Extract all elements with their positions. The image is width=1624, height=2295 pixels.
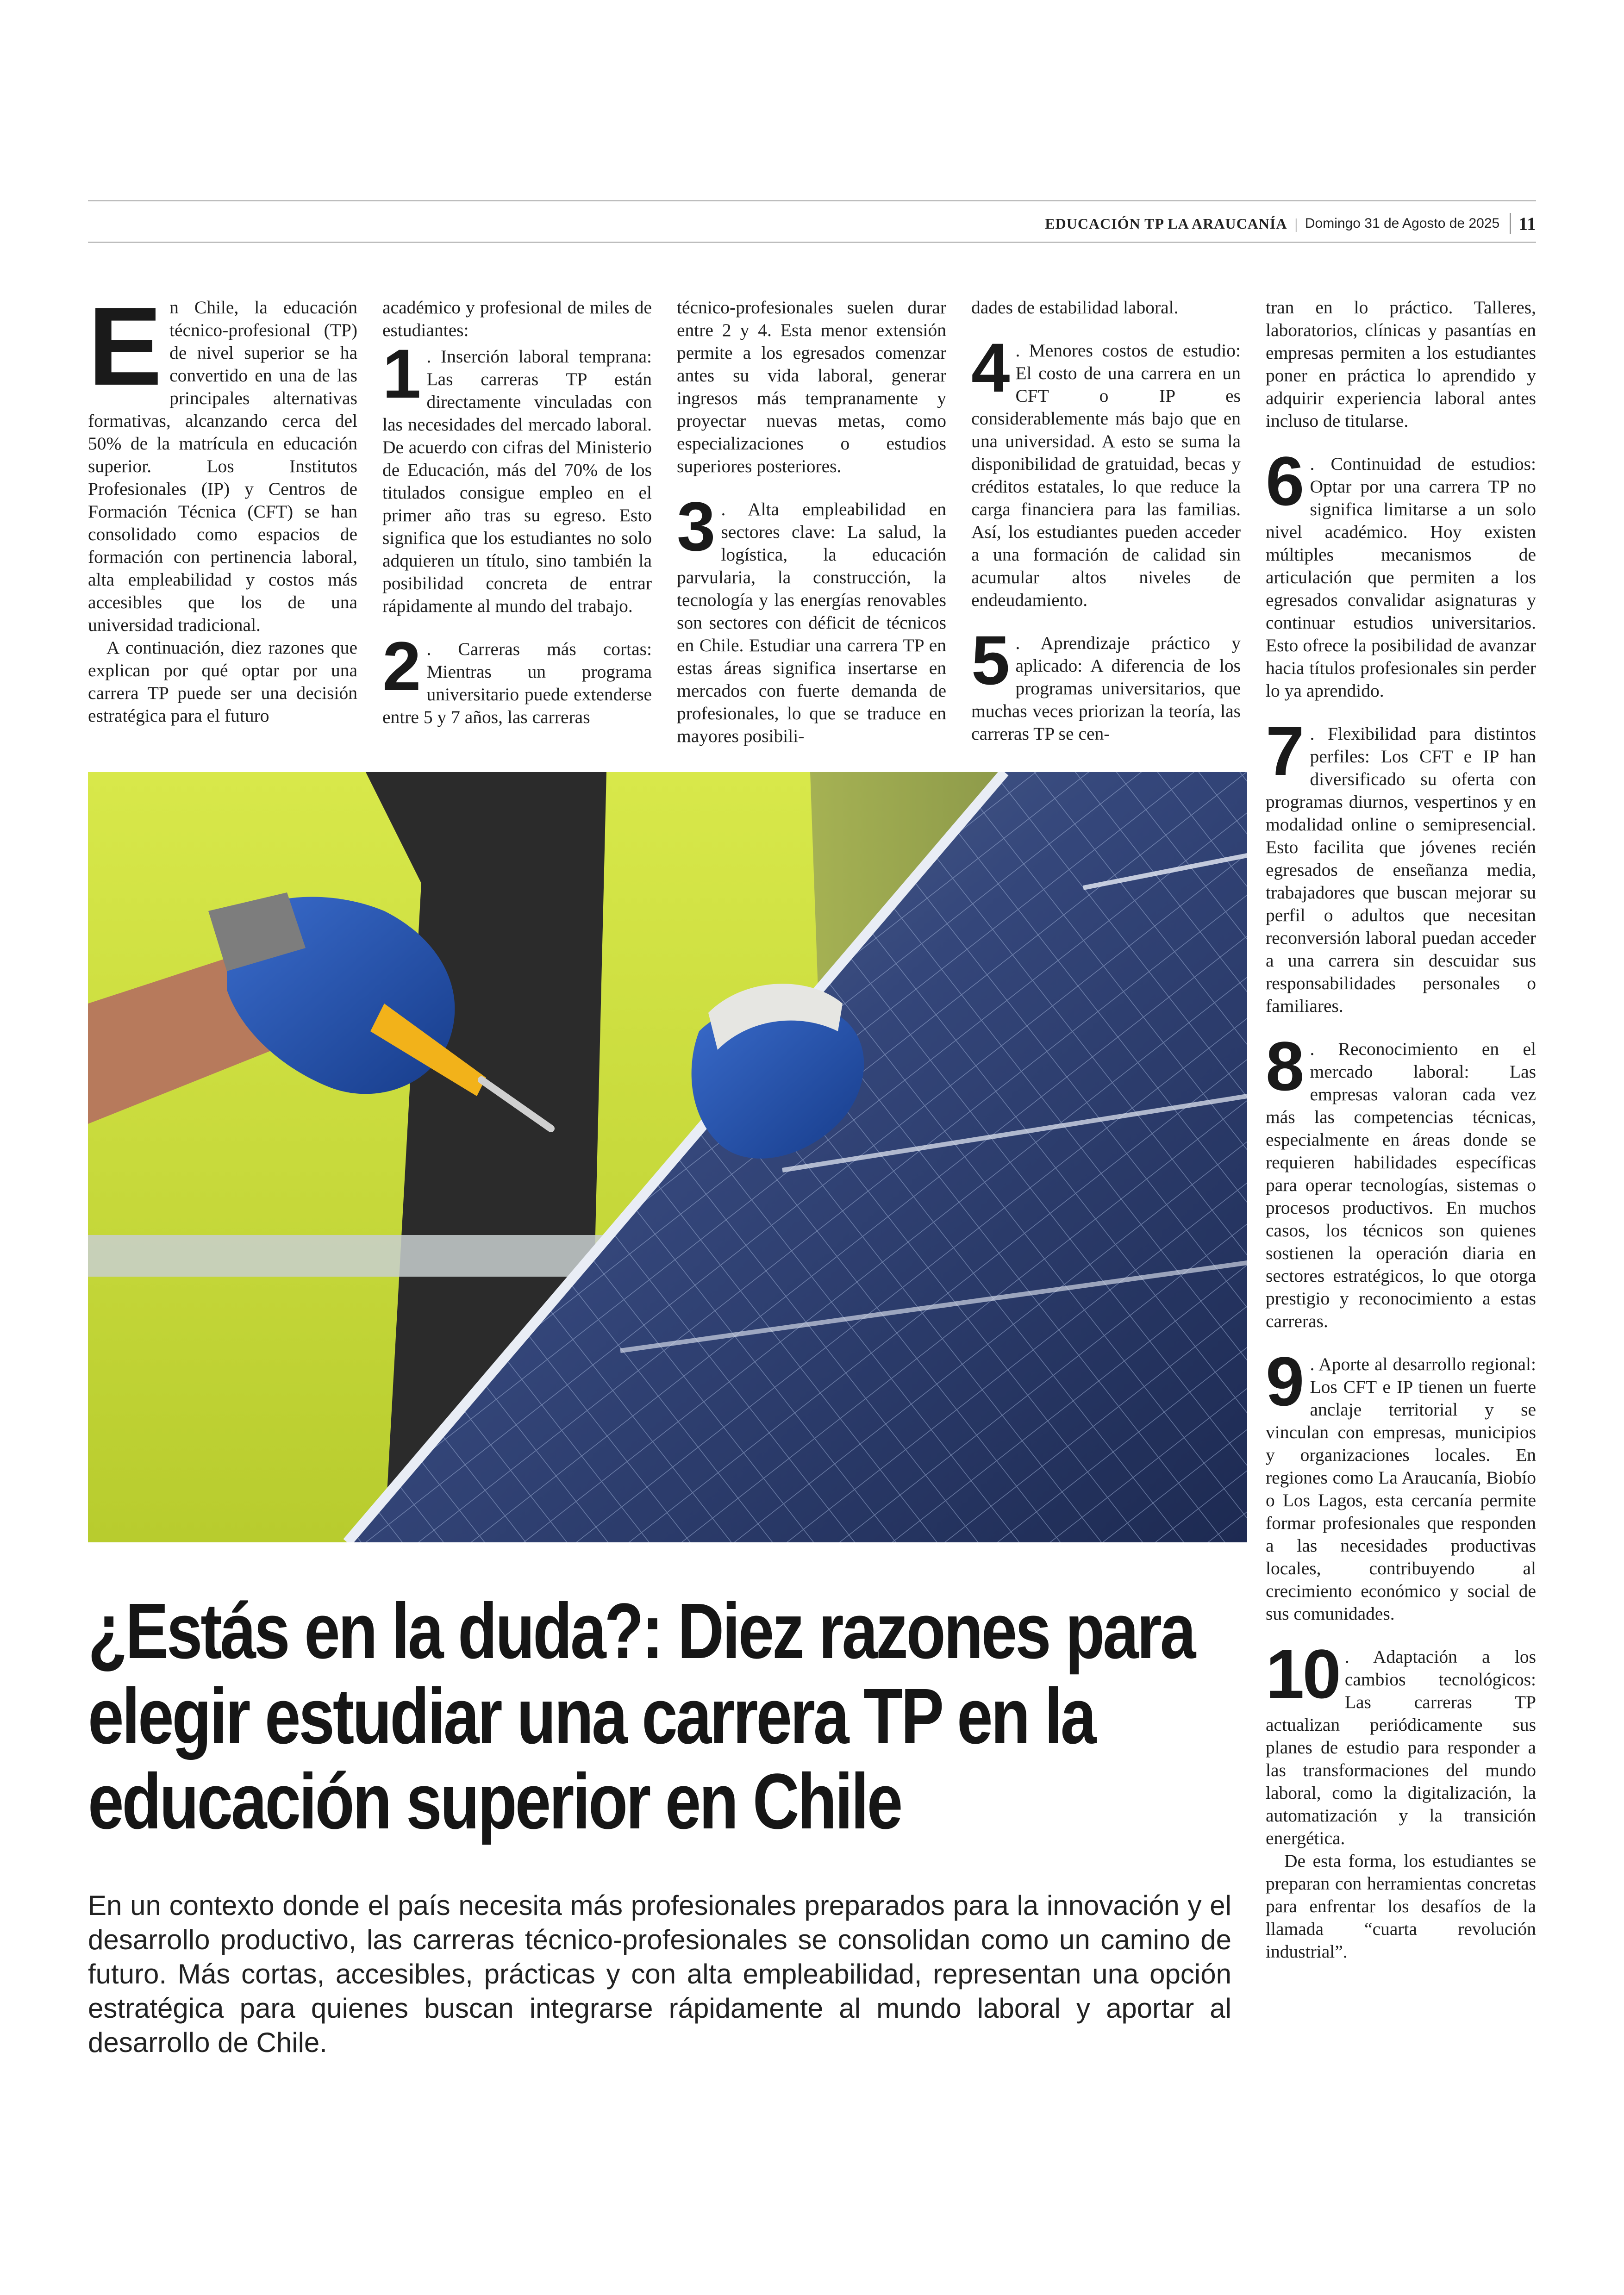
reason-7 bbox=[1266, 712, 1536, 1017]
reason-text: . Reconocimiento en el mercado laboral: Las empresas valoran cada vez más las competencias técnicas, especialmente en áreas donde se requieren habilidades específicas para operar tecnologías, sistemas o procesos productivos. En muchos casos, los técnicos son quienes sostienen la operación diaria en sectores estratégicos, lo que otorga prestigio y reconocimiento a estas carreras. bbox=[1266, 1039, 1536, 1331]
folio-separator: | bbox=[1294, 215, 1298, 232]
header-rule-top bbox=[88, 200, 1536, 201]
reason-6 bbox=[1266, 442, 1536, 702]
reason-number: 5 bbox=[971, 621, 1010, 699]
reason-number: 9 bbox=[1266, 1342, 1305, 1420]
page-number: 11 bbox=[1518, 213, 1536, 234]
reason-text: . Inserción laboral temprana: Las carreras TP están directamente vinculadas con las necesidades del mercado laboral. De acuerdo con cifras del Ministerio de Educación, más del 70% de los titulados consigue empleo en el primer año tras su egreso. Esto significa que los estudiantes no solo adquieren un título, sino también la posibilidad concreta de entrar rápidamente al mundo del trabajo. bbox=[382, 346, 652, 616]
closing-paragraph: De esta forma, los estudiantes se preparan con herramientas concretas para enfrentar los desafíos de la llamada “cuarta revolución industrial”. bbox=[1266, 1851, 1536, 1962]
text-column-2 bbox=[382, 296, 652, 759]
reason-number: 8 bbox=[1266, 1027, 1305, 1105]
reason-number: 3 bbox=[677, 487, 716, 565]
reason-4 bbox=[971, 329, 1241, 611]
section-name: EDUCACIÓN TP LA ARAUCANÍA bbox=[1045, 215, 1287, 232]
reason-number: 1 bbox=[382, 335, 421, 412]
reason-3 bbox=[677, 487, 946, 748]
reason-text: . Aprendizaje práctico y aplicado: A diferencia de los programas universitarios, que muchas veces priorizan la teoría, las carreras TP se cen- bbox=[971, 633, 1241, 744]
reason-2-continued: técnico-profesionales suelen durar entre 2 y 4. Esta menor extensión permite a los egresados comenzar antes su vida laboral, generar ingresos más tempranamente y proyectar nuevas metas, como especializaciones o estudios superiores posteriores. bbox=[677, 297, 946, 476]
reason-10 bbox=[1266, 1635, 1536, 1850]
reason-number: 6 bbox=[1266, 442, 1305, 520]
folio-divider bbox=[1510, 213, 1511, 234]
text-column-5 bbox=[1266, 296, 1536, 2092]
page-folio bbox=[1045, 209, 1536, 238]
reason-9 bbox=[1266, 1342, 1536, 1625]
article-lead: En un contexto donde el país necesita más profesionales preparados para la innovación y el desarrollo productivo, las carreras técnico-profesionales se consolidan como un camino de futuro. Más cortas, accesibles, prácticas y con alta empleabilidad, representan una opción estratégica para quienes buscan integrarse rápidamente al mundo laboral y aportar al desarrollo de Chile. bbox=[88, 1890, 1231, 2058]
solar-panel-worker-illustration bbox=[88, 772, 1247, 1542]
article-photo bbox=[88, 772, 1247, 1542]
reason-text: . Carreras más cortas: Mientras un programa universitario puede extenderse entre 5 y 7 años, las carreras bbox=[382, 639, 652, 727]
text-column-4 bbox=[971, 296, 1241, 759]
reason-number: 2 bbox=[382, 627, 421, 705]
reason-number: 10 bbox=[1266, 1635, 1339, 1713]
text-column-3 bbox=[677, 296, 946, 759]
intro-paragraph bbox=[88, 296, 357, 636]
reason-5 bbox=[971, 621, 1241, 745]
publication-date: Domingo 31 de Agosto de 2025 bbox=[1305, 216, 1500, 231]
reason-text: . Aporte al desarrollo regional: Los CFT e IP tienen un fuerte anclaje territorial y se vinculan con empresas, municipios y organizaciones locales. En regiones como La Araucanía, Biobío o Los Lagos, esta cercanía permite formar profesionales que responden a las necesidades productivas locales, contribuyendo al crecimiento económico y social de sus comunidades. bbox=[1266, 1354, 1536, 1624]
reason-8 bbox=[1266, 1027, 1536, 1333]
reason-number: 7 bbox=[1266, 712, 1305, 790]
text-column-1 bbox=[88, 296, 357, 759]
reason-text: . Adaptación a los cambios tecnológicos: Las carreras TP actualizan periódicamente sus planes de estudio para responder a las transformaciones del mundo laboral, como la digitalización, la automatización y la transición energética. bbox=[1266, 1646, 1536, 1848]
reason-text: . Continuidad de estudios: Optar por una carrera TP no significa limitarse a un solo nivel académico. Hoy existen múltiples mecanismos de articulación que permiten a los egresados convalidar asignaturas y continuar estudios universitarios. Esto ofrece la posibilidad de avanzar hacia títulos profesionales sin perder lo ya aprendido. bbox=[1266, 454, 1536, 701]
reason-5-continued: tran en lo práctico. Talleres, laboratorios, clínicas y pasantías en empresas permiten a los estudiantes poner en práctica lo aprendido y adquirir experiencia laboral antes incluso de titularse. bbox=[1266, 297, 1536, 431]
reason-text: . Flexibilidad para distintos perfiles: Los CFT e IP han diversificado su oferta con programas diurnos, vespertinos y en modalidad online o semipresencial. Esto facilita que jóvenes recién egresados de enseñanza media, trabajadores que buscan mejorar su perfil o adultos que necesitan reconversión laboral puedan acceder a una carrera sin descuidar sus responsabilidades personales o familiares. bbox=[1266, 723, 1536, 1016]
reason-number: 4 bbox=[971, 329, 1010, 406]
reason-2 bbox=[382, 627, 652, 729]
reason-1 bbox=[382, 335, 652, 617]
drop-cap: E bbox=[88, 296, 162, 408]
article-headline: ¿Estás en la duda?: Diez razones para elegir estudiar una carrera TP en la educación superior en Chile bbox=[88, 1587, 1194, 1846]
intro-continuation: académico y profesional de miles de estudiantes: bbox=[382, 297, 652, 340]
intro-text: n Chile, la educación técnico-profesional (TP) de nivel superior se ha convertido en una de las principales alternativas formativas, alcanzando cerca del 50% de la matrícula en educación superior. Los Institutos Profesionales (IP) y Centros de Formación Técnica (CFT) se han consolidado como espacios de formación con pertinencia laboral, alta empleabilidad y costos más accesibles que los de una universidad tradicional. bbox=[88, 297, 357, 635]
header-rule-bottom bbox=[88, 242, 1536, 243]
intro-paragraph-2: A continuación, diez razones que explican por qué optar por una carrera TP puede ser una decisión estratégica para el futuro bbox=[88, 637, 357, 726]
reason-text: . Menores costos de estudio: El costo de una carrera en un CFT o IP es considerablemente más bajo que en una universidad. A esto se suma la disponibilidad de gratuidad, becas y créditos estatales, lo que reduce la carga financiera para las familias. Así, los estudiantes pueden acceder a una formación de calidad sin acumular altos niveles de endeudamiento. bbox=[971, 340, 1241, 610]
reason-3-continued: dades de estabilidad laboral. bbox=[971, 297, 1179, 318]
reason-text: . Alta empleabilidad en sectores clave: La salud, la logística, la educación parvularia, la construcción, la tecnología y las energías renovables son sectores con déficit de técnicos en Chile. Estudiar una carrera TP en estas áreas significa insertarse en mercados con fuerte demanda de profesionales, lo que se traduce en mayores posibili- bbox=[677, 499, 946, 746]
